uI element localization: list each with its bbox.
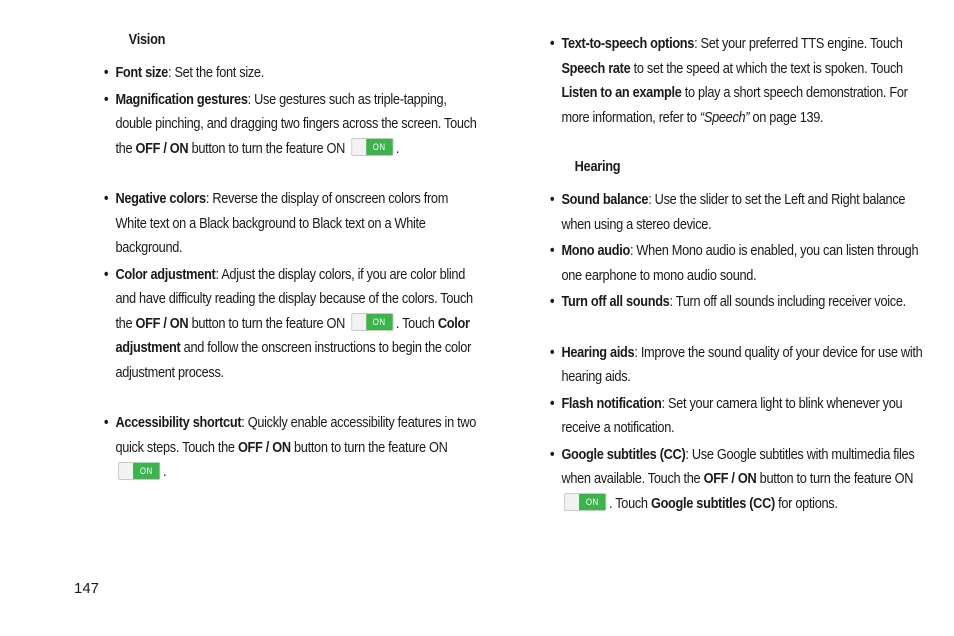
left-column bbox=[104, 32, 477, 487]
item-term: Font size bbox=[115, 65, 168, 81]
list-item-flash-notification: • Flash notification: Set your camera light to blink whenever you receive a notification. bbox=[550, 392, 923, 441]
section-heading-hearing: Hearing bbox=[574, 159, 621, 175]
list-item-google-subtitles: • Google subtitles (CC): Use Google subtitles with multimedia files when available. Touch the OFF / ON button to turn the feature ON ON . Touch Google subtitles (CC) for options. bbox=[550, 443, 923, 517]
item-term: Google subtitles (CC) bbox=[561, 446, 686, 463]
list-item-magnification-gestures: • Magnification gestures: Use gestures such as triple-tapping, double pinching, and dragging two fingers across the screen. Touch the OFF / ON button to turn the feature ON ON . bbox=[104, 88, 477, 162]
list-item-negative-colors: • Negative colors: Reverse the display of onscreen colors from White text on a Black background to Black text on a White background. bbox=[104, 187, 477, 261]
item-term: Magnification gestures bbox=[115, 91, 248, 108]
item-term: Accessibility shortcut bbox=[115, 415, 242, 431]
list-item-hearing-aids: • Hearing aids: Improve the sound quality of your device for use with hearing aids. bbox=[550, 341, 923, 390]
item-term: Sound balance bbox=[561, 192, 649, 208]
on-toggle-icon: ON bbox=[564, 493, 606, 511]
list-item-font-size: • Font size: Set the font size. bbox=[104, 61, 477, 86]
page-number: 147 bbox=[74, 580, 100, 597]
item-term: Turn off all sounds bbox=[561, 294, 670, 310]
list-item-turn-off-all-sounds: • Turn off all sounds: Turn off all sounds including receiver voice. bbox=[550, 290, 923, 315]
list-item-mono-audio: • Mono audio: When Mono audio is enabled, you can listen through one earphone to mono audio sound. bbox=[550, 239, 923, 288]
on-toggle-icon: ON bbox=[351, 313, 393, 331]
item-term: Color adjustment bbox=[115, 266, 216, 283]
item-term: Text-to-speech options bbox=[561, 36, 695, 52]
list-item-color-adjustment: • Color adjustment: Adjust the display colors, if you are color blind and have difficulty reading the display because of the colors. Touch the OFF / ON button to turn the feature ON ON . Touch Color adjustment and follow the onscreen instructions to begin the color adjustment process. bbox=[104, 263, 477, 386]
on-toggle-icon: ON bbox=[118, 462, 160, 480]
right-column bbox=[550, 32, 923, 542]
on-toggle-icon: ON bbox=[351, 138, 393, 156]
list-item-accessibility-shortcut: • Accessibility shortcut: Quickly enable accessibility features in two quick steps. Touch the OFF / ON button to turn the feature ON ON . bbox=[104, 411, 477, 485]
item-term: Hearing aids bbox=[561, 344, 635, 361]
cross-reference-link[interactable]: “Speech” bbox=[699, 109, 750, 126]
item-term: Flash notification bbox=[561, 395, 662, 412]
section-heading-vision: Vision bbox=[128, 32, 166, 48]
item-term: Negative colors bbox=[115, 191, 206, 207]
list-item-text-to-speech: • Text-to-speech options: Set your preferred TTS engine. Touch Speech rate to set the speed at which the text is spoken. Touch Listen to an example to play a short speech demonstration. For more information, refer to “Speech” on page 139. bbox=[550, 32, 923, 130]
item-term: Mono audio bbox=[561, 243, 630, 259]
list-item-sound-balance: • Sound balance: Use the slider to set the Left and Right balance when using a stereo device. bbox=[550, 188, 923, 237]
